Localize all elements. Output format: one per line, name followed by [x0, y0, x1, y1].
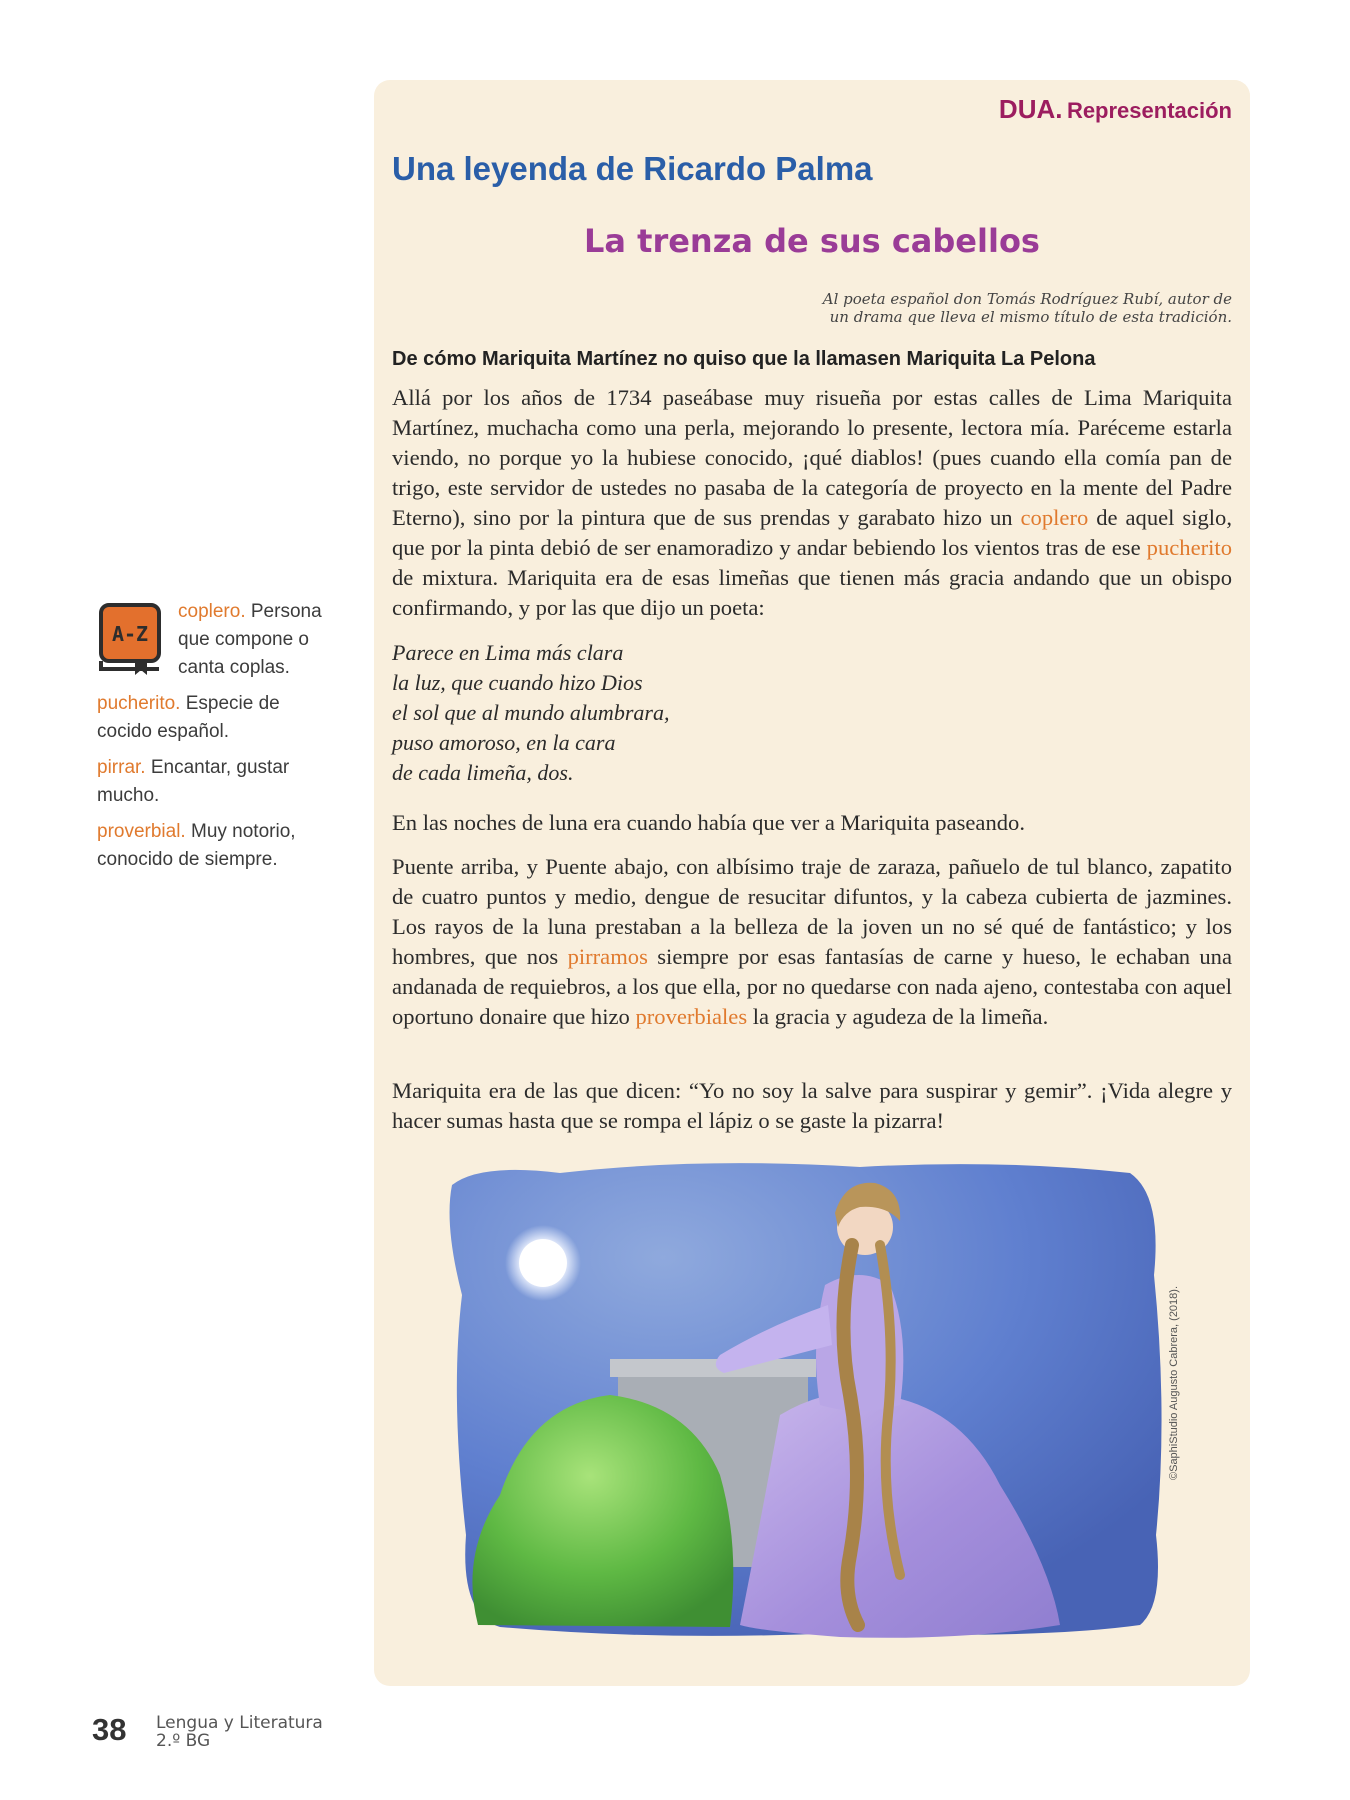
dua-bold: DUA.	[998, 94, 1063, 124]
section-title: Una leyenda de Ricardo Palma	[392, 150, 873, 187]
glossary-term: pirrar.	[97, 757, 146, 778]
glossary-definition: Especie de cocido español.	[97, 693, 280, 742]
verse	[392, 638, 892, 788]
p1-text-c: de mixtura. Mariquita era de esas limeñas que tienen más gracia andando que un obispo confirmando, y por las que dijo un poeta:	[392, 565, 1232, 620]
dedication	[772, 290, 1232, 326]
p3-text-b: siempre por esas fantasías de carne y hueso, le echaban una andanada de requiebros, a los que ella, por no quedarse con nada ajeno, contestaba con aquel oportuno donaire que hizo	[392, 944, 1232, 1029]
page-number: 38	[92, 1712, 127, 1747]
image-credit: ©SaphiStudio Augusto Cabrera, (2018).	[1168, 1285, 1180, 1480]
footer-subject-name: Lengua y Literatura	[156, 1713, 323, 1733]
dedication-line-2: un drama que lleva el mismo título de esta tradición.	[829, 308, 1232, 326]
footer-subject	[156, 1714, 323, 1750]
dedication-line-1: Al poeta español don Tomás Rodríguez Rubí, autor de	[822, 290, 1232, 308]
glossary-term: pucherito.	[97, 693, 181, 714]
footer-grade: 2.º BG	[156, 1731, 211, 1751]
glossary-term: proverbial.	[97, 821, 186, 842]
p1-text-a: Allá por los años de 1734 paseábase muy risueña por estas calles de Lima Mariquita Martínez, muchacha como una perla, mejorando lo presente, lectora mía. Paréceme estarla viendo, no porque yo la hubiese conocido, ¡qué diablos! (pues cuando ella comía pan de trigo, este servidor de ustedes no pasaba de la categoría de proyecto en la mente del Padre Eterno), sino por la pintura que de sus prendas y garabato hizo un	[392, 385, 1232, 530]
balustrade-top	[610, 1359, 816, 1377]
paragraph-3	[392, 852, 1232, 1032]
glossary-entry-proverbial	[97, 818, 337, 874]
story-title: La trenza de sus cabellos	[584, 222, 1040, 260]
dua-label	[999, 94, 1232, 125]
paragraph-1	[392, 383, 1232, 623]
glossary-word-proverbiales: proverbiales	[635, 1004, 748, 1029]
p3-text-a: Puente arriba, y Puente abajo, con albísimo traje de zaraza, pañuelo de tul blanco, zapatito de cuatro puntos y medio, dengue de resucitar difuntos, y la cabeza cubierta de jazmines. Los rayos de la luna prestaban a la belleza de la joven un no sé qué de fantástico; y los hombres, que nos	[392, 854, 1232, 969]
verse-line: el sol que al mundo alumbrara,	[392, 700, 670, 725]
glossary-word-pirramos: pirramos	[567, 944, 648, 969]
book-az-icon-text: A-Z	[111, 622, 149, 646]
glossary-entry-pirrar	[97, 754, 337, 810]
glossary-entry-coplero	[97, 598, 337, 682]
verse-line: Parece en Lima más clara	[392, 640, 624, 665]
moon-core	[519, 1239, 567, 1287]
p3-text-c: la gracia y agudeza de la limeña.	[747, 1004, 1049, 1029]
paragraph-2: En las noches de luna era cuando había que ver a Mariquita paseando.	[392, 810, 1026, 835]
glossary-word-pucherito: pucherito	[1146, 535, 1232, 560]
glossary-term: coplero.	[178, 601, 246, 622]
glossary-entry-pucherito	[97, 690, 337, 746]
glossary-word-coplero: coplero	[1020, 505, 1089, 530]
paragraph-4: Mariquita era de las que dicen: “Yo no soy la salve para suspirar y gemir”. ¡Vida alegre y hacer sumas hasta que se rompa el lápiz o se gaste la pizarra!	[392, 1078, 1232, 1133]
dua-rest: Representación	[1066, 98, 1232, 123]
glossary-definition: Persona que compone o canta coplas.	[178, 601, 322, 678]
glossary	[97, 598, 337, 882]
verse-line: puso amoroso, en la cara	[392, 730, 616, 755]
illustration-woman-moonlight	[440, 1155, 1170, 1645]
p1-text-b: de aquel siglo, que por la pinta debió de ser enamoradizo y andar bebiendo los vientos tras de ese	[392, 505, 1232, 560]
verse-line: de cada limeña, dos.	[392, 760, 574, 785]
glossary-definition: Muy notorio, conocido de siempre.	[97, 821, 296, 870]
subheading: De cómo Mariquita Martínez no quiso que la llamasen Mariquita La Pelona	[392, 348, 1096, 370]
glossary-definition: Encantar, gustar mucho.	[97, 757, 290, 806]
verse-line: la luz, que cuando hizo Dios	[392, 670, 643, 695]
